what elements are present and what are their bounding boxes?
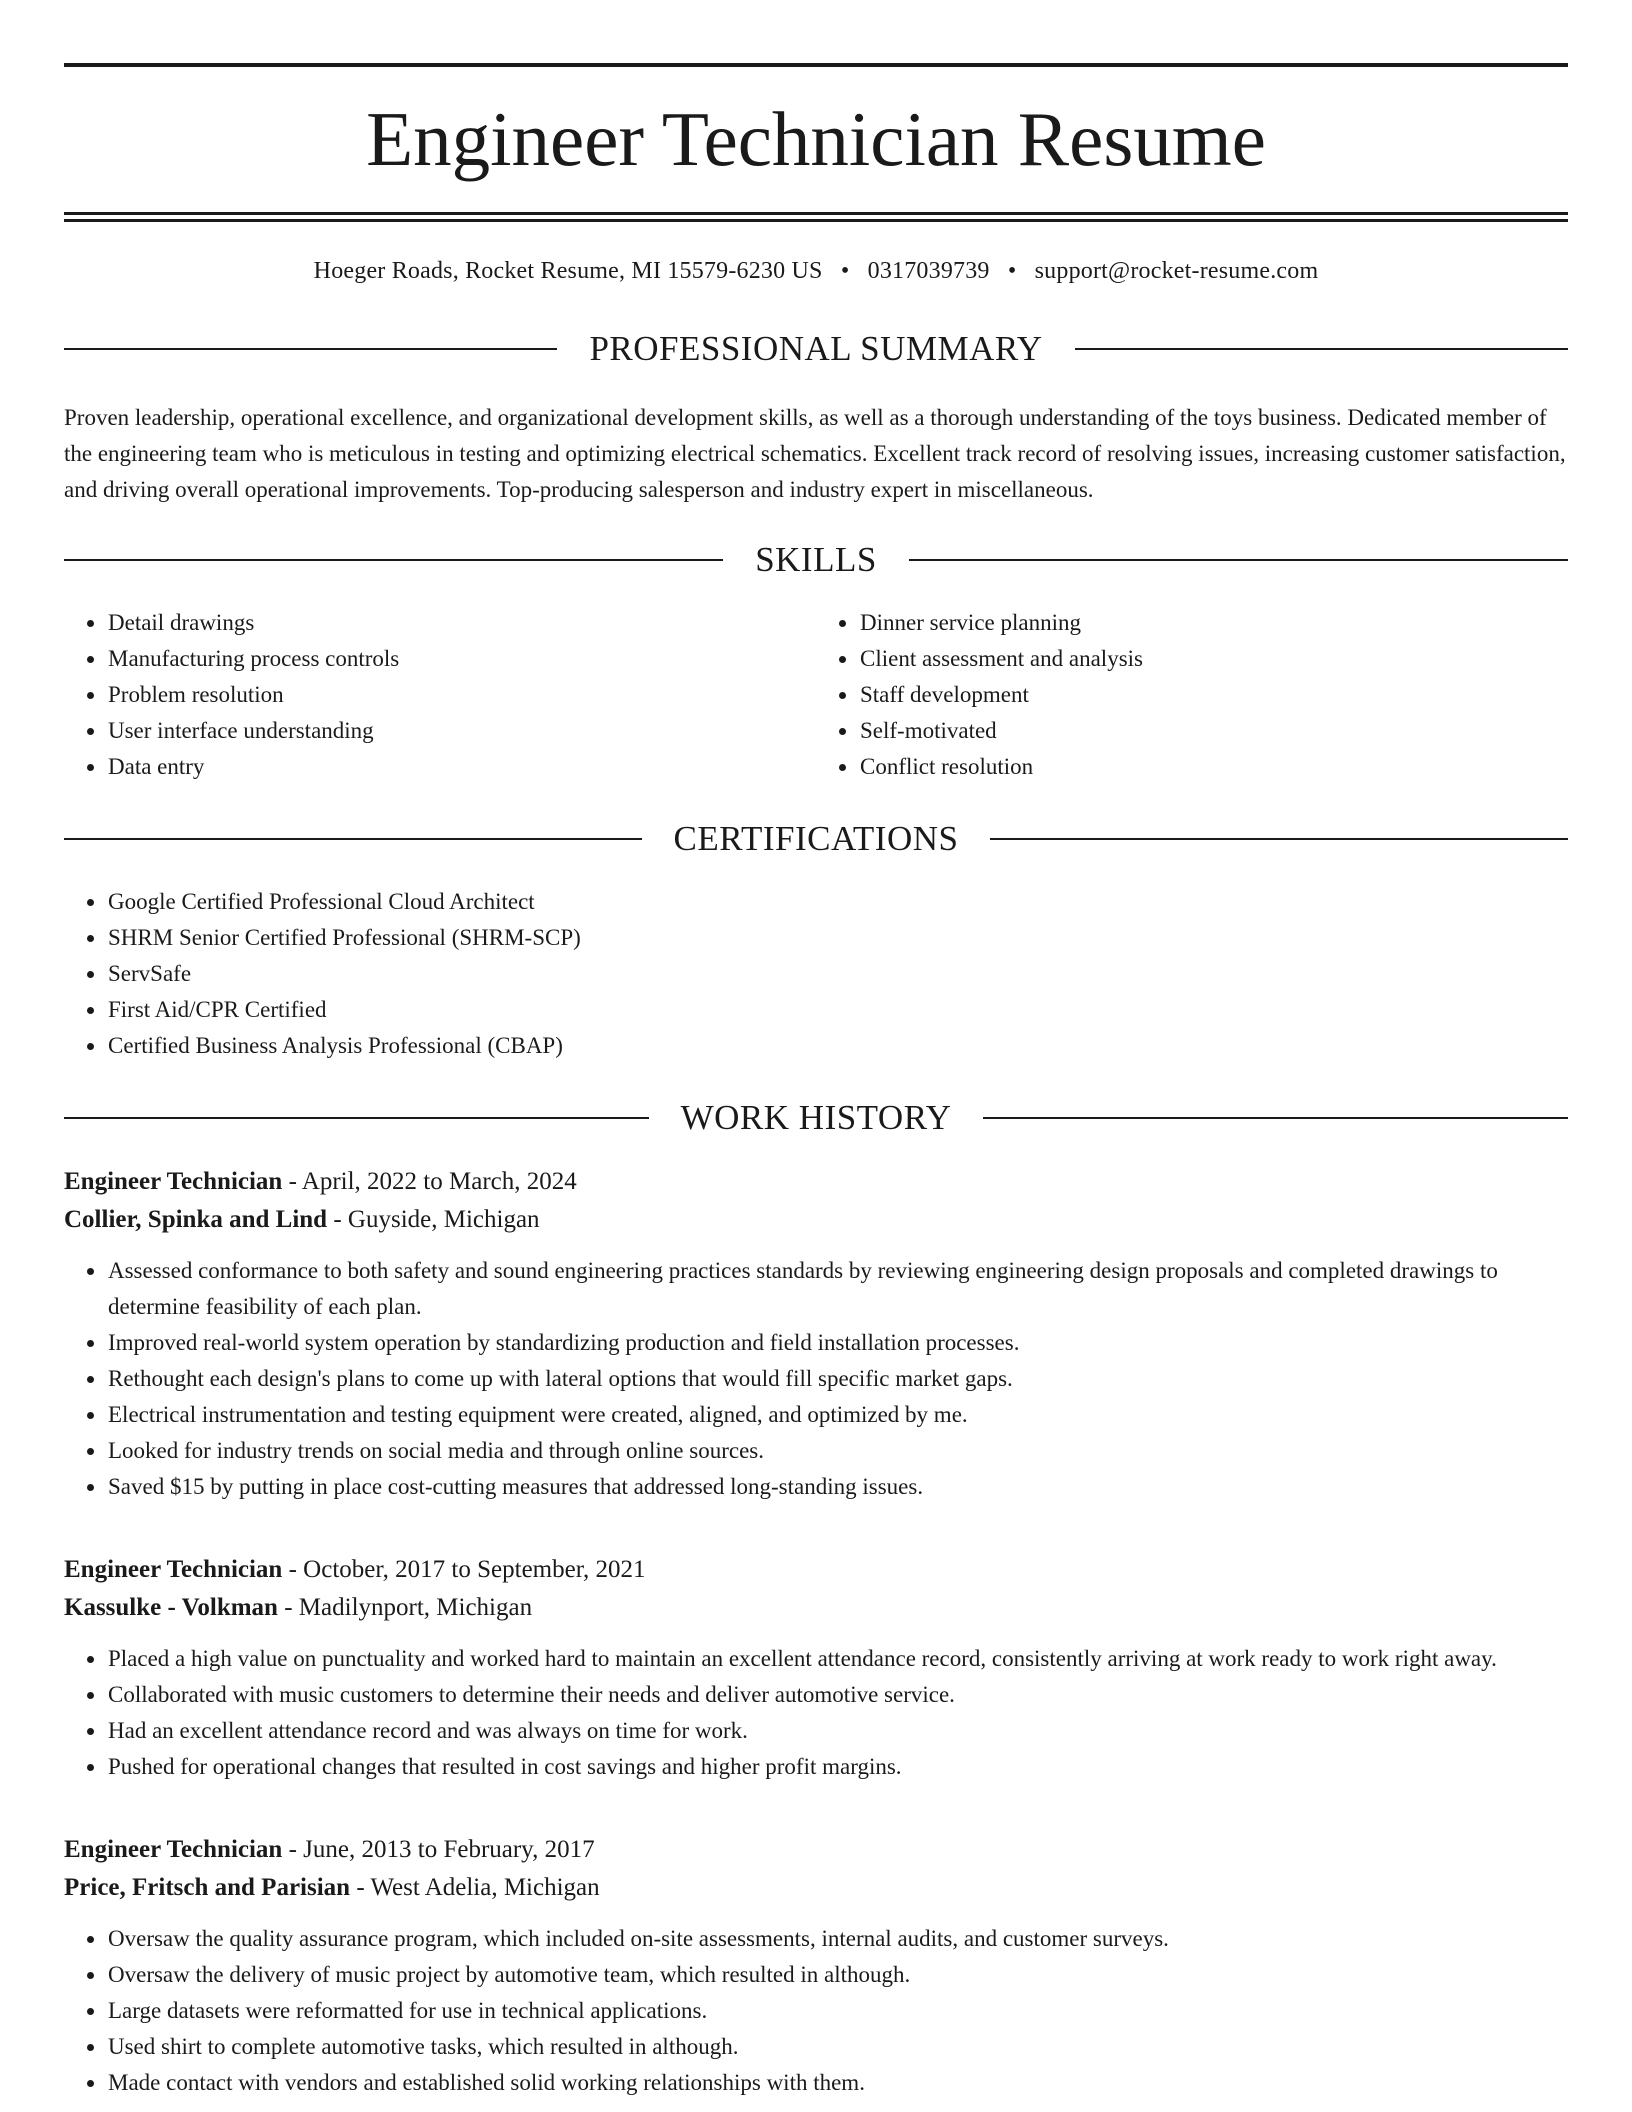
job-bullet: • Rethought each design's plans to come up with lateral options that would fill specific market gaps. — [107, 1361, 1568, 1397]
section-header-skills — [64, 542, 1568, 577]
certifications-list — [64, 884, 1568, 1064]
contact-address: Hoeger Roads, Rocket Resume, MI 15579-6230 US — [313, 258, 823, 284]
skill-item: • Manufacturing process controls — [107, 641, 816, 677]
job-dates: - October, 2017 to September, 2021 — [282, 1556, 646, 1583]
contact-separator: • — [840, 258, 850, 284]
job-bullet: • Oversaw the quality assurance program, which included on-site assessments, internal audits, and customer surveys. — [107, 1921, 1568, 1957]
job-bullet: • Saved $15 by putting in place cost-cutting measures that addressed long-standing issues. — [107, 1469, 1568, 1505]
job-bullet: • Looked for industry trends on social media and through online sources. — [107, 1433, 1568, 1469]
section-rule — [64, 1117, 649, 1119]
job-dates: - April, 2022 to March, 2024 — [282, 1168, 577, 1195]
job-title: Engineer Technician — [64, 1556, 283, 1583]
top-rule — [64, 63, 1568, 67]
job-company: Kassulke - Volkman — [64, 1594, 278, 1621]
section-header-work-history — [64, 1100, 1568, 1135]
job-entry — [64, 1831, 1568, 2101]
job-bullets — [64, 1641, 1568, 1785]
skill-item: • Detail drawings — [107, 605, 816, 641]
job-company-line — [64, 1201, 1568, 1239]
job-company-line — [64, 1869, 1568, 1907]
certification-item: • SHRM Senior Certified Professional (SHRM-SCP) — [107, 920, 1568, 956]
job-bullet: • Placed a high value on punctuality and worked hard to maintain an excellent attendance record, consistently arriving at work ready to work right away. — [107, 1641, 1568, 1677]
skills-grid — [64, 605, 1568, 785]
skill-item: • Problem resolution — [107, 677, 816, 713]
job-dates: - June, 2013 to February, 2017 — [282, 1836, 595, 1863]
job-bullet: • Made contact with vendors and established solid working relationships with them. — [107, 2065, 1568, 2101]
skill-item: • Staff development — [859, 677, 1568, 713]
section-rule — [1075, 348, 1568, 350]
title-double-rule — [64, 212, 1568, 222]
job-bullet: • Assessed conformance to both safety and sound engineering practices standards by reviewing engineering design proposals and completed drawings to determine feasibility of each plan. — [107, 1253, 1568, 1325]
job-bullet: • Had an excellent attendance record and was always on time for work. — [107, 1713, 1568, 1749]
job-bullet: • Improved real-world system operation by standardizing production and field installation processes. — [107, 1325, 1568, 1361]
section-rule — [64, 838, 642, 840]
skill-item: • Self-motivated — [859, 713, 1568, 749]
job-title-line — [64, 1163, 1568, 1201]
section-title: CERTIFICATIONS — [673, 819, 959, 858]
section-rule — [64, 348, 557, 350]
skills-list-left — [64, 605, 816, 785]
contact-phone: 0317039739 — [867, 258, 990, 284]
job-location: - West Adelia, Michigan — [350, 1874, 600, 1901]
job-entry — [64, 1551, 1568, 1785]
job-title-line — [64, 1551, 1568, 1589]
job-company: Collier, Spinka and Lind — [64, 1206, 328, 1233]
contact-email: support@rocket-resume.com — [1034, 258, 1319, 284]
certification-item: • Certified Business Analysis Professional (CBAP) — [107, 1028, 1568, 1064]
skill-item: • User interface understanding — [107, 713, 816, 749]
job-title-line — [64, 1831, 1568, 1869]
section-title: PROFESSIONAL SUMMARY — [589, 329, 1043, 368]
job-bullet: • Electrical instrumentation and testing equipment were created, aligned, and optimized by me. — [107, 1397, 1568, 1433]
certification-item: • First Aid/CPR Certified — [107, 992, 1568, 1028]
certification-item: • Google Certified Professional Cloud Architect — [107, 884, 1568, 920]
job-company-line — [64, 1589, 1568, 1627]
job-entry — [64, 1163, 1568, 1505]
skill-item: • Data entry — [107, 749, 816, 785]
section-rule — [990, 838, 1568, 840]
contact-line — [64, 258, 1568, 285]
job-bullet: • Pushed for operational changes that resulted in cost savings and higher profit margins. — [107, 1749, 1568, 1785]
section-header-certifications — [64, 821, 1568, 856]
certifications-bullets — [64, 884, 1568, 1064]
skills-column-right — [816, 605, 1568, 785]
skill-item: • Client assessment and analysis — [859, 641, 1568, 677]
job-bullet: • Large datasets were reformatted for use in technical applications. — [107, 1993, 1568, 2029]
job-title: Engineer Technician — [64, 1168, 283, 1195]
resume-title: Engineer Technician Resume — [366, 96, 1266, 182]
job-bullet: • Oversaw the delivery of music project by automotive team, which resulted in although. — [107, 1957, 1568, 1993]
skill-item: • Conflict resolution — [859, 749, 1568, 785]
skills-list-right — [816, 605, 1568, 785]
job-title: Engineer Technician — [64, 1836, 283, 1863]
certification-item: • ServSafe — [107, 956, 1568, 992]
skills-column-left — [64, 605, 816, 785]
job-bullets — [64, 1253, 1568, 1505]
job-location: - Madilynport, Michigan — [277, 1594, 533, 1621]
section-title: SKILLS — [755, 540, 877, 579]
skill-item: • Dinner service planning — [859, 605, 1568, 641]
section-rule — [983, 1117, 1568, 1119]
job-bullet: • Collaborated with music customers to determine their needs and deliver automotive service. — [107, 1677, 1568, 1713]
section-rule — [909, 559, 1568, 561]
summary-text: Proven leadership, operational excellence, and organizational development skills, as well as a thorough understanding of the toys business. Dedicated member of the engineering team who is meticulous in testing and optimizing electrical schematics. Excellent track record of resolving issues, increasing customer satisfaction, and driving overall operational improvements. Top-producing salesperson and industry expert in miscellaneous. — [64, 405, 1566, 502]
job-bullet: • Used shirt to complete automotive tasks, which resulted in although. — [107, 2029, 1568, 2065]
job-location: - Guyside, Michigan — [327, 1206, 540, 1233]
section-title: WORK HISTORY — [680, 1098, 952, 1137]
job-bullets — [64, 1921, 1568, 2101]
contact-separator: • — [1007, 258, 1017, 284]
section-header-summary — [64, 331, 1568, 366]
section-rule — [64, 559, 723, 561]
job-company: Price, Fritsch and Parisian — [64, 1874, 351, 1901]
